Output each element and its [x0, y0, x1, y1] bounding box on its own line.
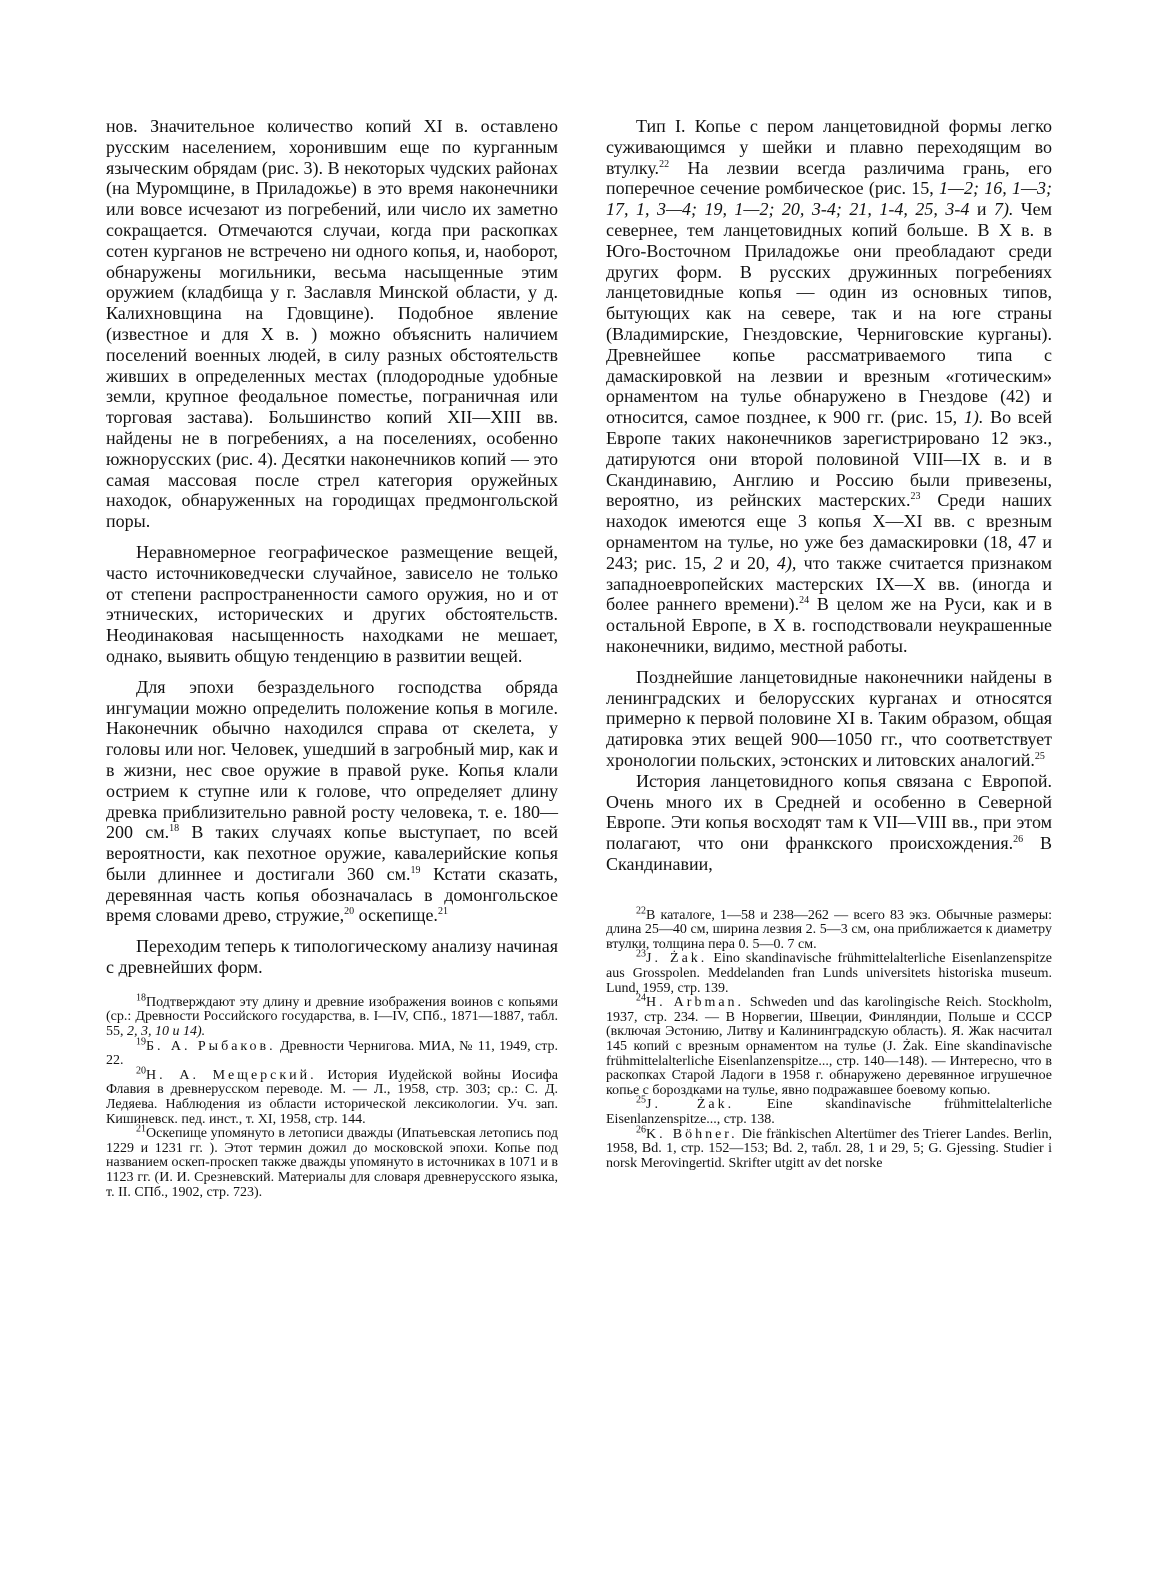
footnote	[106, 992, 558, 1040]
paragraph-text: Для эпохи безраздельного господства обряда ингумации можно определить положение копья в могиле. Наконечник обычно находился справа от скелета, у головы или ног. Человек, ушедший в загробный мир, как и в жизни, нес свое оружие в правой руке. Копья клали острием к ступне или к голове, что определяет длину древка приблизительно равной росту человека, т. е. 180—200 см.	[106, 676, 558, 843]
footnote-ref: 23	[910, 491, 921, 503]
paragraph-text: В Скандинавии,	[606, 833, 1052, 874]
paragraph-text: Среди наших находок имеются еще 3 копья X—XI вв. с врезным орнаментом на тулье, но уже без дамаскировки (18, 47 и 243; рис. 15,	[606, 490, 1053, 573]
paragraph-text: В таких случаях копье выступает, по всей вероятности, как пехотное оружие, кавалерийские копья были длиннее и достигали 360 см.	[106, 822, 558, 884]
footnote	[106, 1036, 558, 1069]
figure-ref: 1).	[963, 407, 984, 428]
paragraph-text: оскепище.	[354, 905, 438, 926]
figure-ref: 7).	[993, 199, 1014, 220]
footnote-ref: 25	[1034, 750, 1045, 762]
footnote-text: Eino skandinavische frühmittelalterliche Eisenlanzenspitze aus Grosspolen. Meddelanden fran Lunds universitets historiska museum. Lund, 1959, стр. 139.	[606, 951, 1053, 996]
footnote-ref: 24	[799, 595, 810, 607]
footnote-text: История Иудейской войны Иосифа Флавия в древнерусском переводе. М. — Л., 1958, стр. 303; ср.: С. Д. Ледяева. Наблюдения из области исторической лексикологии. Уч. зап. Кишиневск. пед. инст., т. XI, 1958, стр. 144.	[106, 1067, 558, 1127]
footnote-author: H. Arbman.	[646, 995, 745, 1011]
footnote	[606, 1094, 1053, 1127]
figure-ref: 2	[713, 552, 723, 573]
footnote-text: В каталоге, 1—58 и 238—262 — всего 83 экз. Обычные размеры: длина 25—40 см, ширина лезвия 2. 5—3 см, она приближается к диаметру втулки, толщина пера 0. 5—0. 7 см.	[606, 907, 1052, 952]
footnote-ref: 22	[659, 158, 670, 170]
footnote	[606, 905, 1052, 953]
paragraph-text: и	[976, 199, 987, 220]
paragraph-text: Позднейшие ланцетовидные наконечники найдены в ленинградских и белорусских курганах и относятся примерно к первой половине XI в. Таким образом, общая датировка этих вещей 900—1050 гг., что соответствует хронологии польских, эстонских и литовских аналогий.	[606, 666, 1052, 770]
paragraph-text: В целом же на Руси, как и в остальной Европе, в X в. господствовали неукрашенные наконечники, видимо, местной работы.	[606, 594, 1052, 656]
left-body-text	[106, 116, 558, 978]
footnote-author: J. Żak.	[646, 951, 708, 967]
right-footnotes	[606, 905, 1053, 1172]
footnote-mark: 25	[636, 1094, 646, 1106]
footnote-mark: 23	[636, 948, 646, 960]
footnote-mark: 20	[136, 1065, 146, 1077]
footnote-mark: 19	[136, 1036, 146, 1047]
footnote-text: Подтверждают эту длину и древние изображения воинов с копьями (ср.: Древности Российского государства, в. I—IV, СПб., 1871—1887, табл. 55,	[106, 994, 558, 1040]
footnote-mark: 18	[136, 992, 146, 1004]
footnote-author: J. Żak.	[646, 1097, 735, 1113]
right-body-text	[606, 116, 1052, 875]
footnote-text: Древности Чернигова. МИА, № 11, 1949, стр. 22.	[106, 1038, 558, 1069]
footnote-text: Die fränkischen Altertümer des Trierer Landes. Berlin, 1958, Bd. 1, стр. 152—153; Bd. 2, табл. 28, 1 и 29, 5; G. Gjessing. Studier i norsk Merovingertid. Skrifter utgitt av det norske	[606, 1126, 1052, 1171]
right-column	[606, 116, 1052, 1171]
figure-ref: 4),	[776, 552, 797, 573]
footnote-figure-ref: 2, 3, 10 и 14).	[127, 1024, 206, 1040]
footnote-text: Schweden und das karolingische Reich. Stockholm, 1937, стр. 234. — В Норвегии, Швеции, Финляндии, Польше и СССР (включая Эстонию, Литву и Калининградскую область). Я. Жак насчитал 145 копий с врезным орнаментом на тулье (J. Żak. Eine skandinavische frühmittelalterliche Eisenlanzenspitze..., стр. 140—148). — Интересно, что в раскопках Старой Ладоги в 1958 г. обнаружено деревянное игрушечное копье с бороздками на тулье, явно подражавшее боевому копью.	[606, 995, 1052, 1098]
footnote-mark: 22	[636, 905, 646, 917]
footnote	[606, 992, 1052, 1098]
footnote-ref: 21	[437, 906, 448, 918]
footnote	[106, 1123, 558, 1200]
footnote-author: Н. А. Мещерский.	[146, 1067, 317, 1083]
paragraph	[606, 116, 1052, 657]
paragraph: нов. Значительное количество копий XI в. оставлено русским населением, хоронившим еще по курганным языческим обрядам (рис. 3). В некоторых чудских районах (на Муромщине, в Приладожье) в это время наконечники или вовсе исчезают из погребений, или число их заметно сокращается. Отмечаются случаи, когда при раскопках сотен курганов не встречено ни одного копья, и, наоборот, обнаружены могильники, весьма насыщенные этим оружием (кладбища у г. Заславля Минской области, у д. Калихновщина на Гдовщине). Подобное явление (известное и для X в. ) можно объяснить наличием поселений военных людей, в силу разных обстоятельств живших в определенных местах (плодородные удобные земли, крупное феодальное поместье, пограничная или торговая застава). Большинство копий XII—XIII вв. найдены не в погребениях, а на поселениях, особенно южнорусских (рис. 4). Десятки наконечников копий — это самая массовая после стрел категория оружейных находок, обнаруженных на городищах предмонгольской поры.	[106, 116, 558, 532]
footnote	[606, 948, 1053, 996]
left-footnotes	[106, 992, 558, 1200]
paragraph	[106, 677, 558, 927]
footnote	[606, 1123, 1052, 1172]
footnote-author: K. Böhner.	[646, 1126, 738, 1142]
paragraph	[606, 771, 1052, 875]
footnote-ref: 19	[410, 864, 421, 876]
paragraph-text: что также считается признаком западноевропейских мастерских IX—X вв. (иногда и более раннего времени).	[606, 552, 1052, 615]
paragraph-text: На лезвии всегда различима грань, его поперечное сечение ромбическое (рис. 15,	[606, 157, 1052, 199]
footnote-ref: 20	[344, 906, 355, 918]
paragraph-text: История ланцетовидного копья связана с Европой. Очень много их в Средней и особенно в Северной Европе. Эти копья восходят там к VII—VIII вв., при этом полагают, что они франкского происхождения.	[606, 770, 1052, 854]
paragraph: Неравномерное географическое размещение вещей, часто источниковедчески случайное, зависело не только от степени распространенности самого оружия, но и от этнических, исторических и других обстоятельств. Неодинаковая насыщенность находками не мешает, однако, выявить общую тенденцию в развитии вещей.	[106, 541, 558, 666]
footnote-text: Оскепище упомянуто в летописи дважды (Ипатьевская летопись под 1229 и 1231 гг. ). Этот термин дожил до московской эпохи. Копье под названием оскеп-проскеп также дважды упомянуто в источниках в 1071 и в 1123 гг. (И. И. Срезневский. Материалы для словаря древнерусского языка, т. II. СПб., 1902, стр. 723).	[106, 1126, 558, 1200]
left-column	[106, 116, 558, 1200]
footnote-mark: 21	[136, 1123, 146, 1135]
paragraph	[606, 667, 1052, 771]
footnote-ref: 26	[1013, 834, 1024, 846]
footnote-mark: 26	[636, 1123, 646, 1135]
figure-ref: 1—2; 16, 1—3; 17, 1, 3—4; 19, 1—2; 20, 3-4; 21, 1-4, 25, 3-4	[606, 178, 1053, 220]
paragraph: Переходим теперь к типологическому анализу начиная с древнейших форм.	[106, 936, 558, 978]
footnote-mark: 24	[636, 992, 646, 1004]
footnote-ref: 18	[169, 823, 180, 835]
paragraph-text: Чем севернее, тем ланцетовидных копий больше. В X в. в Юго-Восточном Приладожье они преобладают среди других форм. В русских дружинных погребениях ланцетовидные копья — один из основных типов, бытующих как на севере, так и на юге страны (Владимирские, Гнездовские, Черниговские курганы). Древнейшее копье рассматриваемого типа с дамаскировкой на лезвии и врезным «готическим» орнаментом на тулье обнаружено в Гнездове (42) и относится, самое позднее, к 900 гг. (рис. 15,	[606, 199, 1052, 428]
footnote-author: Б. А. Рыбаков.	[146, 1038, 276, 1054]
paragraph-text: и 20,	[730, 552, 770, 573]
paragraph-text: Тип I. Копье с пером ланцетовидной формы легко суживающимся у шейки и плавно переходящим во втулку.	[606, 116, 1052, 178]
footnote	[106, 1065, 558, 1127]
footnote-text: Eine skandinavische frühmittelalterliche Eisenlanzenspitze..., стр. 138.	[606, 1097, 1053, 1127]
paragraph-text: Кстати сказать, деревянная часть копья обозначалась в домонгольское время словами древо, стружие,	[106, 863, 558, 926]
paragraph-text: Во всей Европе таких наконечников зарегистрировано 12 экз., датируются они второй половиной VIII—IX в. и в Скандинавию, Англию и Россию были привезены, вероятно, из рейнских мастерских.	[606, 407, 1053, 511]
